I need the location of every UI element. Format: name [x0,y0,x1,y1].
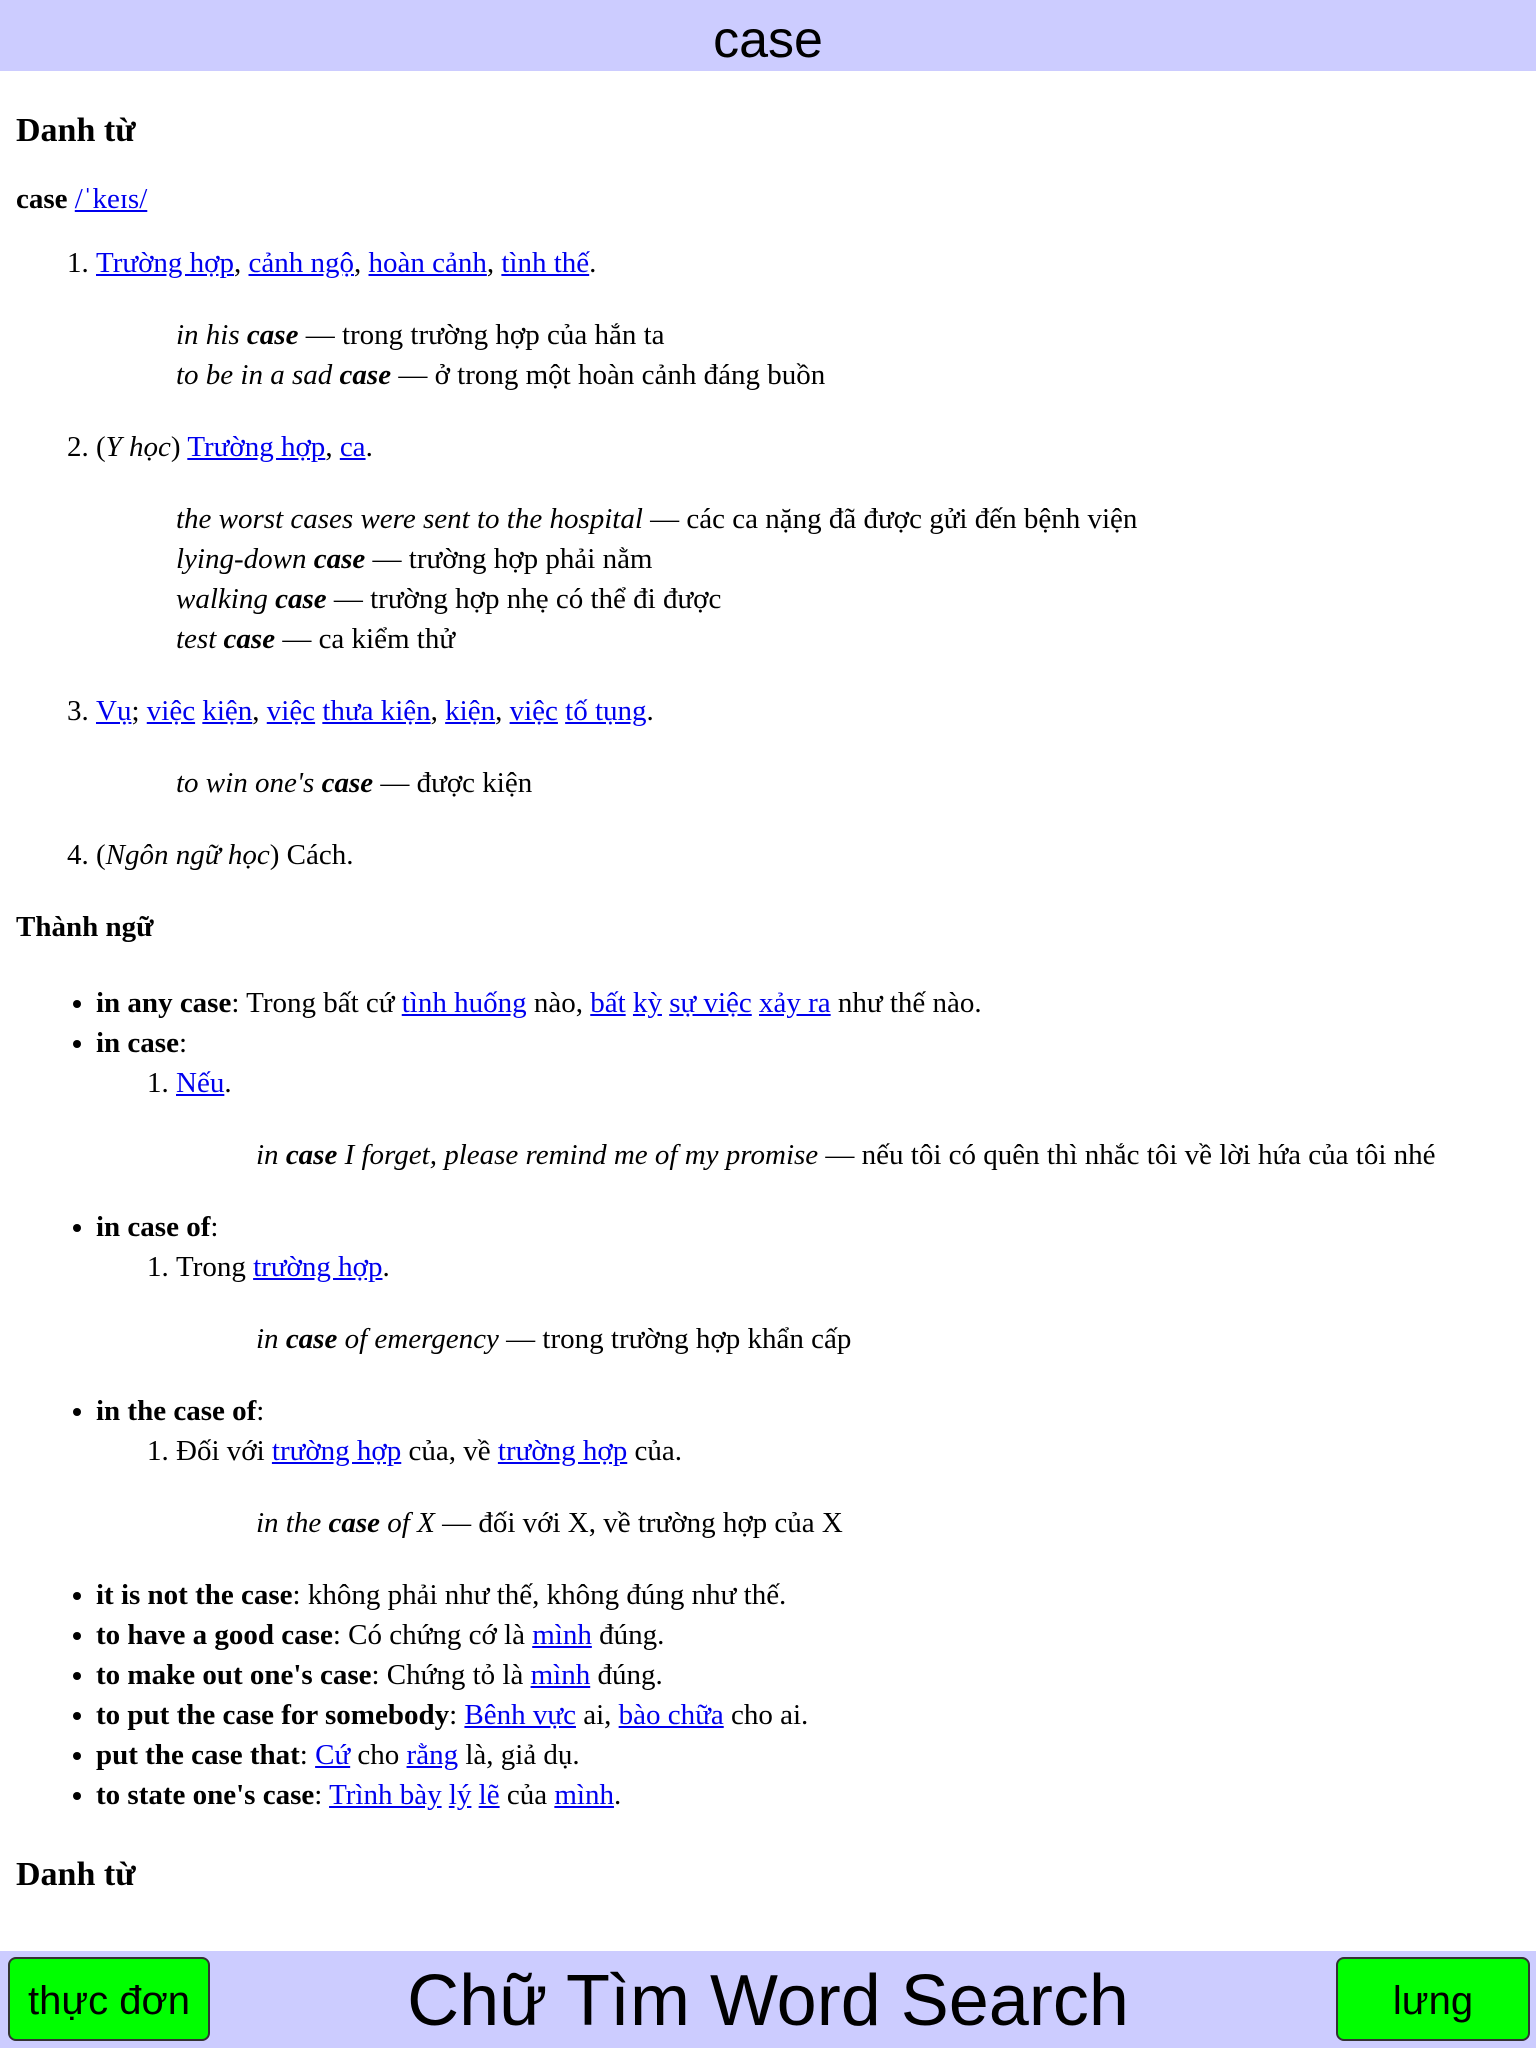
text: : [299,1739,316,1771]
idiom-sense-list [96,1063,1521,1175]
menu-button[interactable]: thực đơn [8,1957,210,2041]
word-link[interactable]: hoàn cảnh [368,247,487,279]
example-item: in case I forget, please remind me of my promise — nếu tôi có quên thì nhắc tôi về lời hứa của tôi nhé [256,1139,1436,1171]
idiom-sense-item [176,1247,1521,1359]
text: , [234,247,249,279]
text: : Có chứng cớ là [332,1619,533,1651]
idiom-item [96,1615,1521,1655]
sense-item [96,427,1521,659]
text: của [499,1779,555,1811]
word-link[interactable]: trường hợp [497,1435,628,1467]
word-link[interactable]: xảy ra [759,987,831,1019]
word-link[interactable]: kiện [445,695,496,727]
word-link[interactable]: tố tụng [565,695,647,727]
text: . [646,695,654,727]
text: . [613,1779,622,1811]
idiom-term: it is not the case [96,1579,293,1611]
text: , [430,695,446,727]
headword-line [16,179,1521,219]
example-item: to win one's case — được kiện [176,767,533,799]
text: của, về [401,1435,498,1467]
text: , [495,695,510,727]
app-title: Chữ Tìm Word Search [407,1961,1129,2041]
idiom-term: in case [96,1027,179,1059]
text: ; [131,695,147,727]
text: nào, [526,987,591,1019]
word-link[interactable]: trường hợp [271,1435,402,1467]
text: cho ai. [723,1699,809,1731]
word-link[interactable]: việc [146,695,196,727]
idioms-heading: Thành ngữ [16,911,154,943]
text: : [449,1699,465,1731]
page-title: case [713,11,823,69]
bottom-bar [0,1951,1536,2048]
idiom-sense-list [96,1247,1521,1359]
part-of-speech-heading-2: Danh từ [16,1856,136,1893]
text: ) Cách. [269,839,354,871]
example-item: test case — ca kiểm thử [176,623,456,655]
idiom-sense-item [176,1063,1521,1175]
word-link[interactable]: bào chữa [618,1699,724,1731]
example-item: to be in a sad case — ở trong một hoàn cảnh đáng buồn [176,359,826,391]
word-link[interactable]: tình thế [501,247,590,279]
idiom-term: in case of [96,1211,211,1243]
example-list [176,315,1521,395]
idiom-term: to put the case for somebody [96,1699,450,1731]
text: ai, [575,1699,619,1731]
word-link[interactable]: Trường hợp [187,431,326,463]
text: ) [170,431,188,463]
text: của. [627,1435,682,1467]
word-link[interactable]: kỳ [632,987,662,1019]
idiom-item [96,1775,1521,1815]
word-link[interactable]: rằng [406,1739,459,1771]
text [626,987,633,1019]
idiom-item [96,1695,1521,1735]
domain-label: Y học [105,431,171,463]
example-list [256,1503,1521,1543]
example-list [256,1135,1521,1175]
idiom-item [96,1023,1521,1175]
text: đúng. [591,1619,665,1651]
idiom-item [96,1735,1521,1775]
word-link[interactable]: mình [532,1619,592,1651]
idiom-list [16,983,1521,1815]
word-link[interactable]: Trình bày [329,1779,442,1811]
definition-content[interactable] [16,71,1521,1951]
text: : [210,1211,219,1243]
example-item: in his case — trong trường hợp của hắn ta [176,319,665,351]
word-link[interactable]: cảnh ngộ [248,247,354,279]
word-link[interactable]: Bênh vực [464,1699,576,1731]
text [442,1779,449,1811]
text: . [365,431,373,463]
text: ( [96,431,106,463]
sense-list [16,243,1521,875]
word-link[interactable]: tình huống [401,987,527,1019]
word-link[interactable]: trường hợp [253,1251,383,1283]
text: , [354,247,369,279]
idiom-sense-list [96,1431,1521,1543]
text: là, giả dụ. [458,1739,580,1771]
word-link[interactable]: mình [530,1659,591,1691]
idiom-term: to make out one's case [96,1659,372,1691]
idiom-term: to state one's case [96,1779,315,1811]
text: : Trong bất cứ [231,987,402,1019]
pronunciation-link[interactable]: /ˈkeɪs/ [74,183,148,215]
text: , [486,247,502,279]
text: ( [96,839,106,871]
idiom-item [96,983,1521,1023]
word-link[interactable]: mình [554,1779,614,1811]
text: , [325,431,340,463]
text: . [382,1251,390,1283]
text: : [256,1395,265,1427]
idiom-sense-item [176,1431,1521,1543]
example-item: lying-down case — trường hợp phải nằm [176,543,653,575]
word-link[interactable]: lẽ [478,1779,500,1811]
word-link[interactable]: lý [448,1779,472,1811]
text: , [252,695,267,727]
example-item: walking case — trường hợp nhẹ có thể đi được [176,583,722,615]
word-link[interactable]: Nếu [176,1067,225,1099]
text [752,987,759,1019]
domain-label: Ngôn ngữ học [105,839,270,871]
word-link[interactable]: Vụ [96,695,132,727]
word-link[interactable]: việc [509,695,558,727]
word-link[interactable]: việc [266,695,316,727]
idiom-item [96,1207,1521,1359]
text: cho [350,1739,407,1771]
example-list [176,499,1521,659]
example-list [176,763,1521,803]
idiom-term: put the case that [96,1739,300,1771]
word-link[interactable]: sự việc [669,987,752,1019]
example-item: in case of emergency — trong trường hợp khẩn cấp [256,1323,852,1355]
headword: case [16,183,68,215]
idiom-term: in any case [96,987,232,1019]
text: : [178,1027,188,1059]
example-item: in the case of X — đối với X, về trường hợp của X [256,1507,843,1539]
text: Trong [176,1251,254,1283]
text: . [224,1067,232,1099]
word-link[interactable]: bất [590,987,626,1019]
word-link[interactable]: ca [339,431,366,463]
word-link[interactable]: thưa kiện [322,695,431,727]
page-title-bar [0,0,1536,71]
idiom-item [96,1391,1521,1543]
text: đúng. [590,1659,663,1691]
text: : không phải như thế, không đúng như thế. [292,1579,787,1611]
text: như thế nào. [830,987,982,1019]
word-link[interactable]: Trường hợp [96,247,234,279]
example-list [256,1319,1521,1359]
example-item: the worst cases were sent to the hospital — các ca nặng đã được gửi đến bệnh viện [176,503,1138,535]
text: . [589,247,597,279]
text [471,1779,478,1811]
idiom-item [96,1575,1521,1615]
text: : [314,1779,330,1811]
sense-item [96,691,1521,803]
sense-item [96,835,1521,875]
text: Đối với [176,1435,272,1467]
back-button[interactable]: lưng [1336,1957,1530,2041]
word-link[interactable]: Cứ [315,1739,351,1771]
idiom-term: to have a good case [96,1619,333,1651]
text: : Chứng tỏ là [371,1659,531,1691]
idiom-item [96,1655,1521,1695]
word-link[interactable]: kiện [202,695,253,727]
part-of-speech-heading: Danh từ [16,112,136,149]
sense-item [96,243,1521,395]
idiom-term: in the case of [96,1395,257,1427]
